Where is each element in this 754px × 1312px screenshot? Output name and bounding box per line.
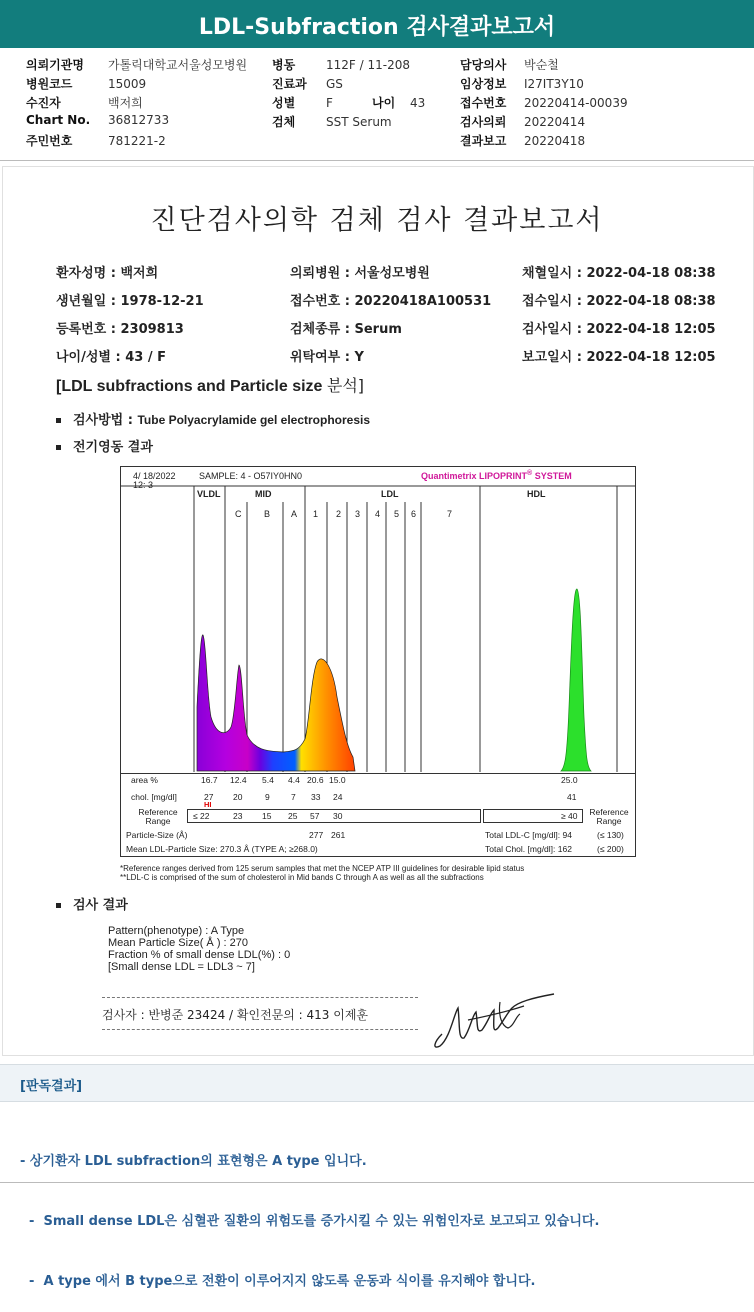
meta-label: 주민번호	[26, 134, 73, 148]
meta-label: 검사의뢰	[460, 115, 507, 129]
ref-label: Reference Range	[138, 807, 178, 826]
ref-value: 30	[333, 811, 343, 821]
patient-info-col1	[56, 260, 204, 372]
meta-value: 112F / 11-208	[326, 58, 410, 72]
band-label: B	[264, 509, 271, 519]
band-label: A	[291, 509, 298, 519]
info-label: 보고일시 :	[522, 350, 587, 365]
band-label: 6	[411, 509, 417, 519]
method-line	[56, 409, 370, 428]
info-value: 2022-04-18 08:38	[586, 294, 716, 309]
info-value: 2022-04-18 08:38	[586, 266, 716, 281]
meta-col1	[26, 56, 247, 151]
info-value: 1978-12-21	[120, 294, 204, 309]
hi-flag: HI	[204, 800, 212, 809]
meta-col3	[460, 56, 628, 151]
chol-value: 20	[233, 792, 243, 802]
group-hdl: HDL	[527, 489, 546, 499]
divider	[0, 160, 754, 161]
meta-value: 43	[410, 96, 426, 110]
result-text: Fraction % of small dense LDL(%) : 0	[108, 949, 291, 961]
meta-value: 781221-2	[108, 134, 166, 148]
chol-value: 33	[311, 792, 321, 802]
meta-value: F	[326, 96, 333, 110]
signature-line: 검사자 : 반병준 23424 / 확인전문의 : 413 이제훈	[102, 1008, 369, 1022]
hdl-curve	[561, 589, 591, 771]
meta-value: GS	[326, 77, 343, 91]
method-value: Tube Polyacrylamide gel electrophoresis	[137, 413, 371, 427]
section-title-en: [LDL subfractions and Particle size	[56, 378, 327, 395]
chol-value: 24	[333, 792, 343, 802]
band-label: 7	[447, 509, 453, 519]
total-ldl: Total LDL-C [mg/dl]: 94	[485, 830, 572, 840]
band-label: C	[235, 509, 242, 519]
result-label: 검사 결과	[73, 898, 128, 913]
info-value: 2022-04-18 12:05	[586, 322, 716, 337]
area-value: 5.4	[262, 775, 274, 785]
brand-sup: ®	[527, 470, 533, 477]
info-label: 생년월일 :	[56, 294, 121, 309]
area-value: 25.0	[561, 775, 578, 785]
ref-value: 15	[262, 811, 272, 821]
group-vldl: VLDL	[197, 489, 221, 499]
band-label: 2	[336, 509, 342, 519]
info-label: 의뢰병원 :	[290, 266, 355, 281]
judge-header	[0, 1064, 754, 1102]
info-value: 43 / F	[125, 350, 167, 365]
graph-time: 12: 3	[133, 480, 154, 490]
group-mid: MID	[255, 489, 272, 499]
band-label: 1	[313, 509, 319, 519]
info-value: 20220418A100531	[354, 294, 492, 309]
mean-label: Mean LDL-Particle Size: 270.3 Å (TYPE A; ≥268.0)	[126, 844, 318, 854]
sign-dash-top	[102, 997, 418, 998]
info-value: 2309813	[120, 322, 184, 337]
meta-label: 진료과	[272, 77, 307, 91]
signature-image	[428, 990, 558, 1052]
info-label: 환자성명 :	[56, 266, 121, 281]
ref-value: 25	[288, 811, 298, 821]
info-label: 위탁여부 :	[290, 350, 355, 365]
meta-value: 20220418	[524, 134, 586, 148]
ps-value: 277	[309, 830, 324, 840]
result-text: Pattern(phenotype) : A Type	[108, 925, 245, 937]
meta-label: 나이	[372, 96, 396, 110]
meta-value: 가톨릭대학교서울성모병원	[108, 58, 248, 72]
meta-label: 병원코드	[26, 77, 73, 91]
info-label: 접수일시 :	[522, 294, 587, 309]
electrophoresis-graph	[120, 466, 636, 774]
section-title-ko: 분석]	[326, 376, 365, 395]
footnote-line: **LDL-C is comprised of the sum of cholesterol in Mid bands C through A as well as all the subfractions	[120, 873, 484, 882]
ps-label: Particle-Size (Å)	[126, 830, 188, 840]
chol-value: 41	[567, 792, 577, 802]
bottom-divider	[0, 1182, 754, 1183]
meta-value: 20220414-00039	[524, 96, 628, 110]
meta-label: 접수번호	[460, 96, 507, 110]
info-label: 검체종류 :	[290, 322, 355, 337]
chol-label: chol. [mg/dl]	[131, 792, 177, 802]
meta-label: 의뢰기관명	[26, 58, 84, 72]
footnote-line: *Reference ranges derived from 125 serum samples that met the NCEP ATP III guidelines for desirable lipid status	[120, 864, 525, 873]
electrophoresis-plot	[121, 467, 635, 773]
ref-value: 23	[233, 811, 243, 821]
area-value: 16.7	[201, 775, 218, 785]
info-label: 채혈일시 :	[522, 266, 587, 281]
meta-value: 박순철	[524, 58, 559, 72]
result-text: [Small dense LDL = LDL3 ~ 7]	[108, 961, 255, 973]
area-value: 4.4	[288, 775, 300, 785]
band-label: 3	[355, 509, 361, 519]
sign-dash-bottom	[102, 1029, 418, 1030]
judge-line: - 상기환자 LDL subfraction의 표현형은 A type 입니다.	[20, 1154, 367, 1169]
area-label: area %	[131, 775, 158, 785]
info-label: 등록번호 :	[56, 322, 121, 337]
ps-value: 261	[331, 830, 346, 840]
ref-value: 57	[310, 811, 320, 821]
meta-label: 수진자	[26, 96, 61, 110]
meta-value: 20220414	[524, 115, 586, 129]
patient-info-col3	[522, 260, 716, 372]
meta-value: I27IT3Y10	[524, 77, 584, 91]
ref-value: ≤ 22	[193, 811, 210, 821]
ref-label-right: Reference Range	[589, 807, 629, 826]
info-value: Y	[354, 350, 364, 365]
meta-value: 36812733	[108, 113, 170, 127]
section-title	[56, 373, 364, 396]
meta-label: 결과보고	[460, 134, 507, 148]
judge-line: - Small dense LDL은 심혈관 질환의 위험도를 증가시킬 수 있는 위험인자로 보고되고 있습니다.	[20, 1214, 600, 1229]
electro-line	[56, 436, 153, 455]
report-header: LDL-Subfraction 검사결과보고서	[0, 0, 754, 48]
result-text: Mean Particle Size( Å ) : 270	[108, 937, 249, 949]
bullet-icon	[56, 903, 61, 908]
meta-col2	[272, 56, 425, 132]
bullet-icon	[56, 445, 61, 450]
meta-label: 성별	[272, 96, 296, 110]
chol-value: 9	[265, 792, 270, 802]
info-value: 백저희	[120, 266, 159, 281]
meta-label: Chart No.	[26, 113, 91, 127]
info-value: 서울성모병원	[354, 266, 430, 281]
method-label: 검사방법 :	[73, 413, 138, 428]
meta-value: 15009	[108, 77, 147, 91]
chol-value: 27	[204, 792, 214, 802]
footnote	[120, 864, 524, 882]
total-chol-ref: (≤ 200)	[597, 844, 624, 854]
info-value: Serum	[354, 322, 402, 337]
area-value: 12.4	[230, 775, 247, 785]
band-label: 4	[375, 509, 381, 519]
area-value: 15.0	[329, 775, 346, 785]
brand-tail: SYSTEM	[532, 471, 572, 481]
ref-value: ≥ 40	[561, 811, 578, 821]
electro-label: 전기영동 결과	[73, 440, 153, 455]
patient-info-col2	[290, 260, 491, 372]
meta-label: 검체	[272, 115, 296, 129]
total-ldl-ref: (≤ 130)	[597, 830, 624, 840]
meta-label: 병동	[272, 58, 296, 72]
graph-date: 4/ 18/2022	[133, 471, 176, 481]
group-ldl: LDL	[381, 489, 399, 499]
info-value: 2022-04-18 12:05	[586, 350, 716, 365]
brand-name: Quantimetrix LIPOPRINT	[421, 471, 528, 481]
judge-header-text: [판독결과]	[20, 1079, 83, 1094]
graph-sample: SAMPLE: 4 - O57IY0HN0	[199, 471, 303, 481]
report-title: 진단검사의학 검체 검사 결과보고서	[150, 205, 604, 236]
total-chol: Total Chol. [mg/dl]: 162	[485, 844, 572, 854]
judge-lines	[20, 1112, 599, 1312]
result-block	[108, 925, 290, 973]
chol-value: 7	[291, 792, 296, 802]
info-label: 검사일시 :	[522, 322, 587, 337]
area-value: 20.6	[307, 775, 324, 785]
band-label: 5	[394, 509, 400, 519]
judge-line: - A type 에서 B type으로 전환이 이루어지지 않도록 운동과 식이를 유지해야 합니다.	[20, 1274, 536, 1289]
result-line	[56, 894, 128, 913]
info-label: 나이/성별 :	[56, 350, 126, 365]
info-label: 접수번호 :	[290, 294, 355, 309]
meta-label: 임상정보	[460, 77, 507, 91]
subfraction-table	[120, 772, 636, 857]
lipoprotein-curve	[197, 635, 355, 771]
meta-value: 백저희	[108, 96, 143, 110]
meta-label: 담당의사	[460, 58, 507, 72]
bullet-icon	[56, 418, 61, 423]
meta-value: SST Serum	[326, 115, 392, 129]
